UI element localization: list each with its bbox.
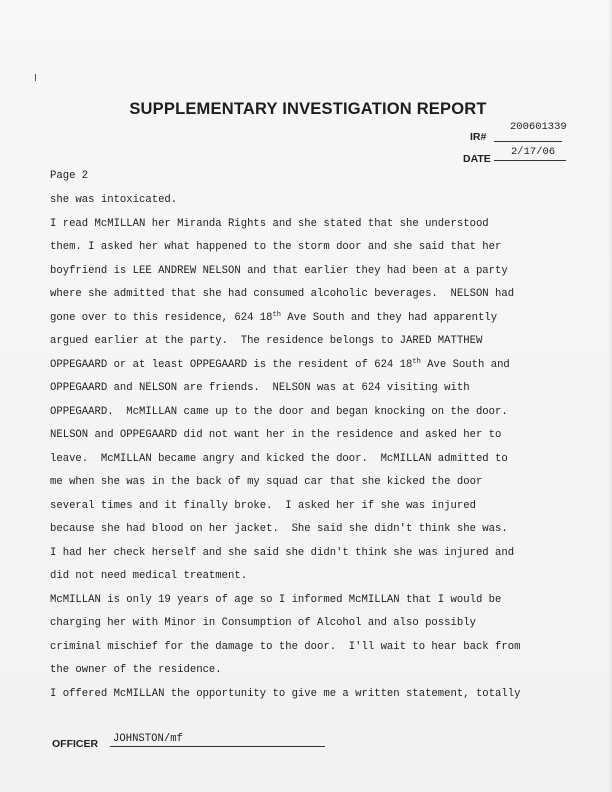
body-line-part: gone over to this residence, 624 18 bbox=[50, 311, 273, 324]
ir-number-line bbox=[494, 141, 562, 142]
ordinal-suffix: th bbox=[272, 310, 281, 319]
ir-number-label: IR# bbox=[470, 131, 487, 143]
body-line: OPPEGAARD. McMILLAN came up to the door and began knocking on the door. bbox=[50, 405, 508, 418]
body-line: she was intoxicated. bbox=[50, 194, 178, 206]
body-line-with-address bbox=[50, 307, 570, 331]
body-line: OPPEGAARD and NELSON are friends. NELSON was at 624 visiting with bbox=[50, 382, 470, 394]
body-line-part: Ave South and they had apparently bbox=[280, 311, 498, 324]
body-line: boyfriend is LEE ANDREW NELSON and that earlier they had been at a party bbox=[50, 264, 508, 277]
body-line-part: Ave South and bbox=[420, 358, 510, 371]
body-line: where she admitted that she had consumed alcoholic beverages. NELSON had bbox=[50, 288, 515, 300]
date-value: 2/17/06 bbox=[511, 146, 556, 158]
body-line: did not need medical treatment. bbox=[50, 570, 248, 582]
edge-mark bbox=[35, 74, 36, 81]
body-line: McMILLAN is only 19 years of age so I informed McMILLAN that I would be bbox=[50, 593, 502, 606]
page-edge-shadow bbox=[608, 0, 612, 792]
ordinal-suffix: th bbox=[412, 357, 421, 366]
report-title: SUPPLEMENTARY INVESTIGATION REPORT bbox=[129, 100, 487, 118]
body-line: the owner of the residence. bbox=[50, 664, 222, 676]
officer-line bbox=[110, 746, 325, 747]
body-line: criminal mischief for the damage to the door. I'll wait to hear back from bbox=[50, 640, 521, 653]
body-line: charging her with Minor in Consumption of Alcohol and also possibly bbox=[50, 617, 476, 629]
page-number: Page 2 bbox=[50, 170, 89, 182]
body-line: NELSON and OPPEGAARD did not want her in the residence and asked her to bbox=[50, 429, 502, 441]
body-line: argued earlier at the party. The residence belongs to JARED MATTHEW bbox=[50, 335, 483, 347]
body-line: I read McMILLAN her Miranda Rights and she stated that she understood bbox=[50, 217, 489, 230]
date-label: DATE bbox=[463, 153, 491, 165]
body-line: me when she was in the back of my squad car that she kicked the door bbox=[50, 476, 483, 488]
report-body bbox=[50, 189, 570, 706]
body-line: several times and it finally broke. I asked her if she was injured bbox=[50, 499, 476, 512]
body-line: them. I asked her what happened to the storm door and she said that her bbox=[50, 241, 502, 253]
officer-value: JOHNSTON/mf bbox=[113, 733, 183, 745]
body-line: because she had blood on her jacket. She said she didn't think she was. bbox=[50, 523, 508, 535]
body-line-part: OPPEGAARD or at least OPPEGAARD is the resident of 624 18 bbox=[50, 358, 413, 371]
ir-number-value: 200601339 bbox=[510, 121, 567, 133]
body-line-with-address bbox=[50, 354, 570, 378]
body-line: I had her check herself and she said she didn't think she was injured and bbox=[50, 546, 515, 559]
date-line bbox=[494, 160, 566, 161]
body-line: I offered McMILLAN the opportunity to give me a written statement, totally bbox=[50, 687, 521, 700]
officer-label: OFFICER bbox=[52, 738, 99, 750]
body-line: leave. McMILLAN became angry and kicked the door. McMILLAN admitted to bbox=[50, 452, 508, 465]
